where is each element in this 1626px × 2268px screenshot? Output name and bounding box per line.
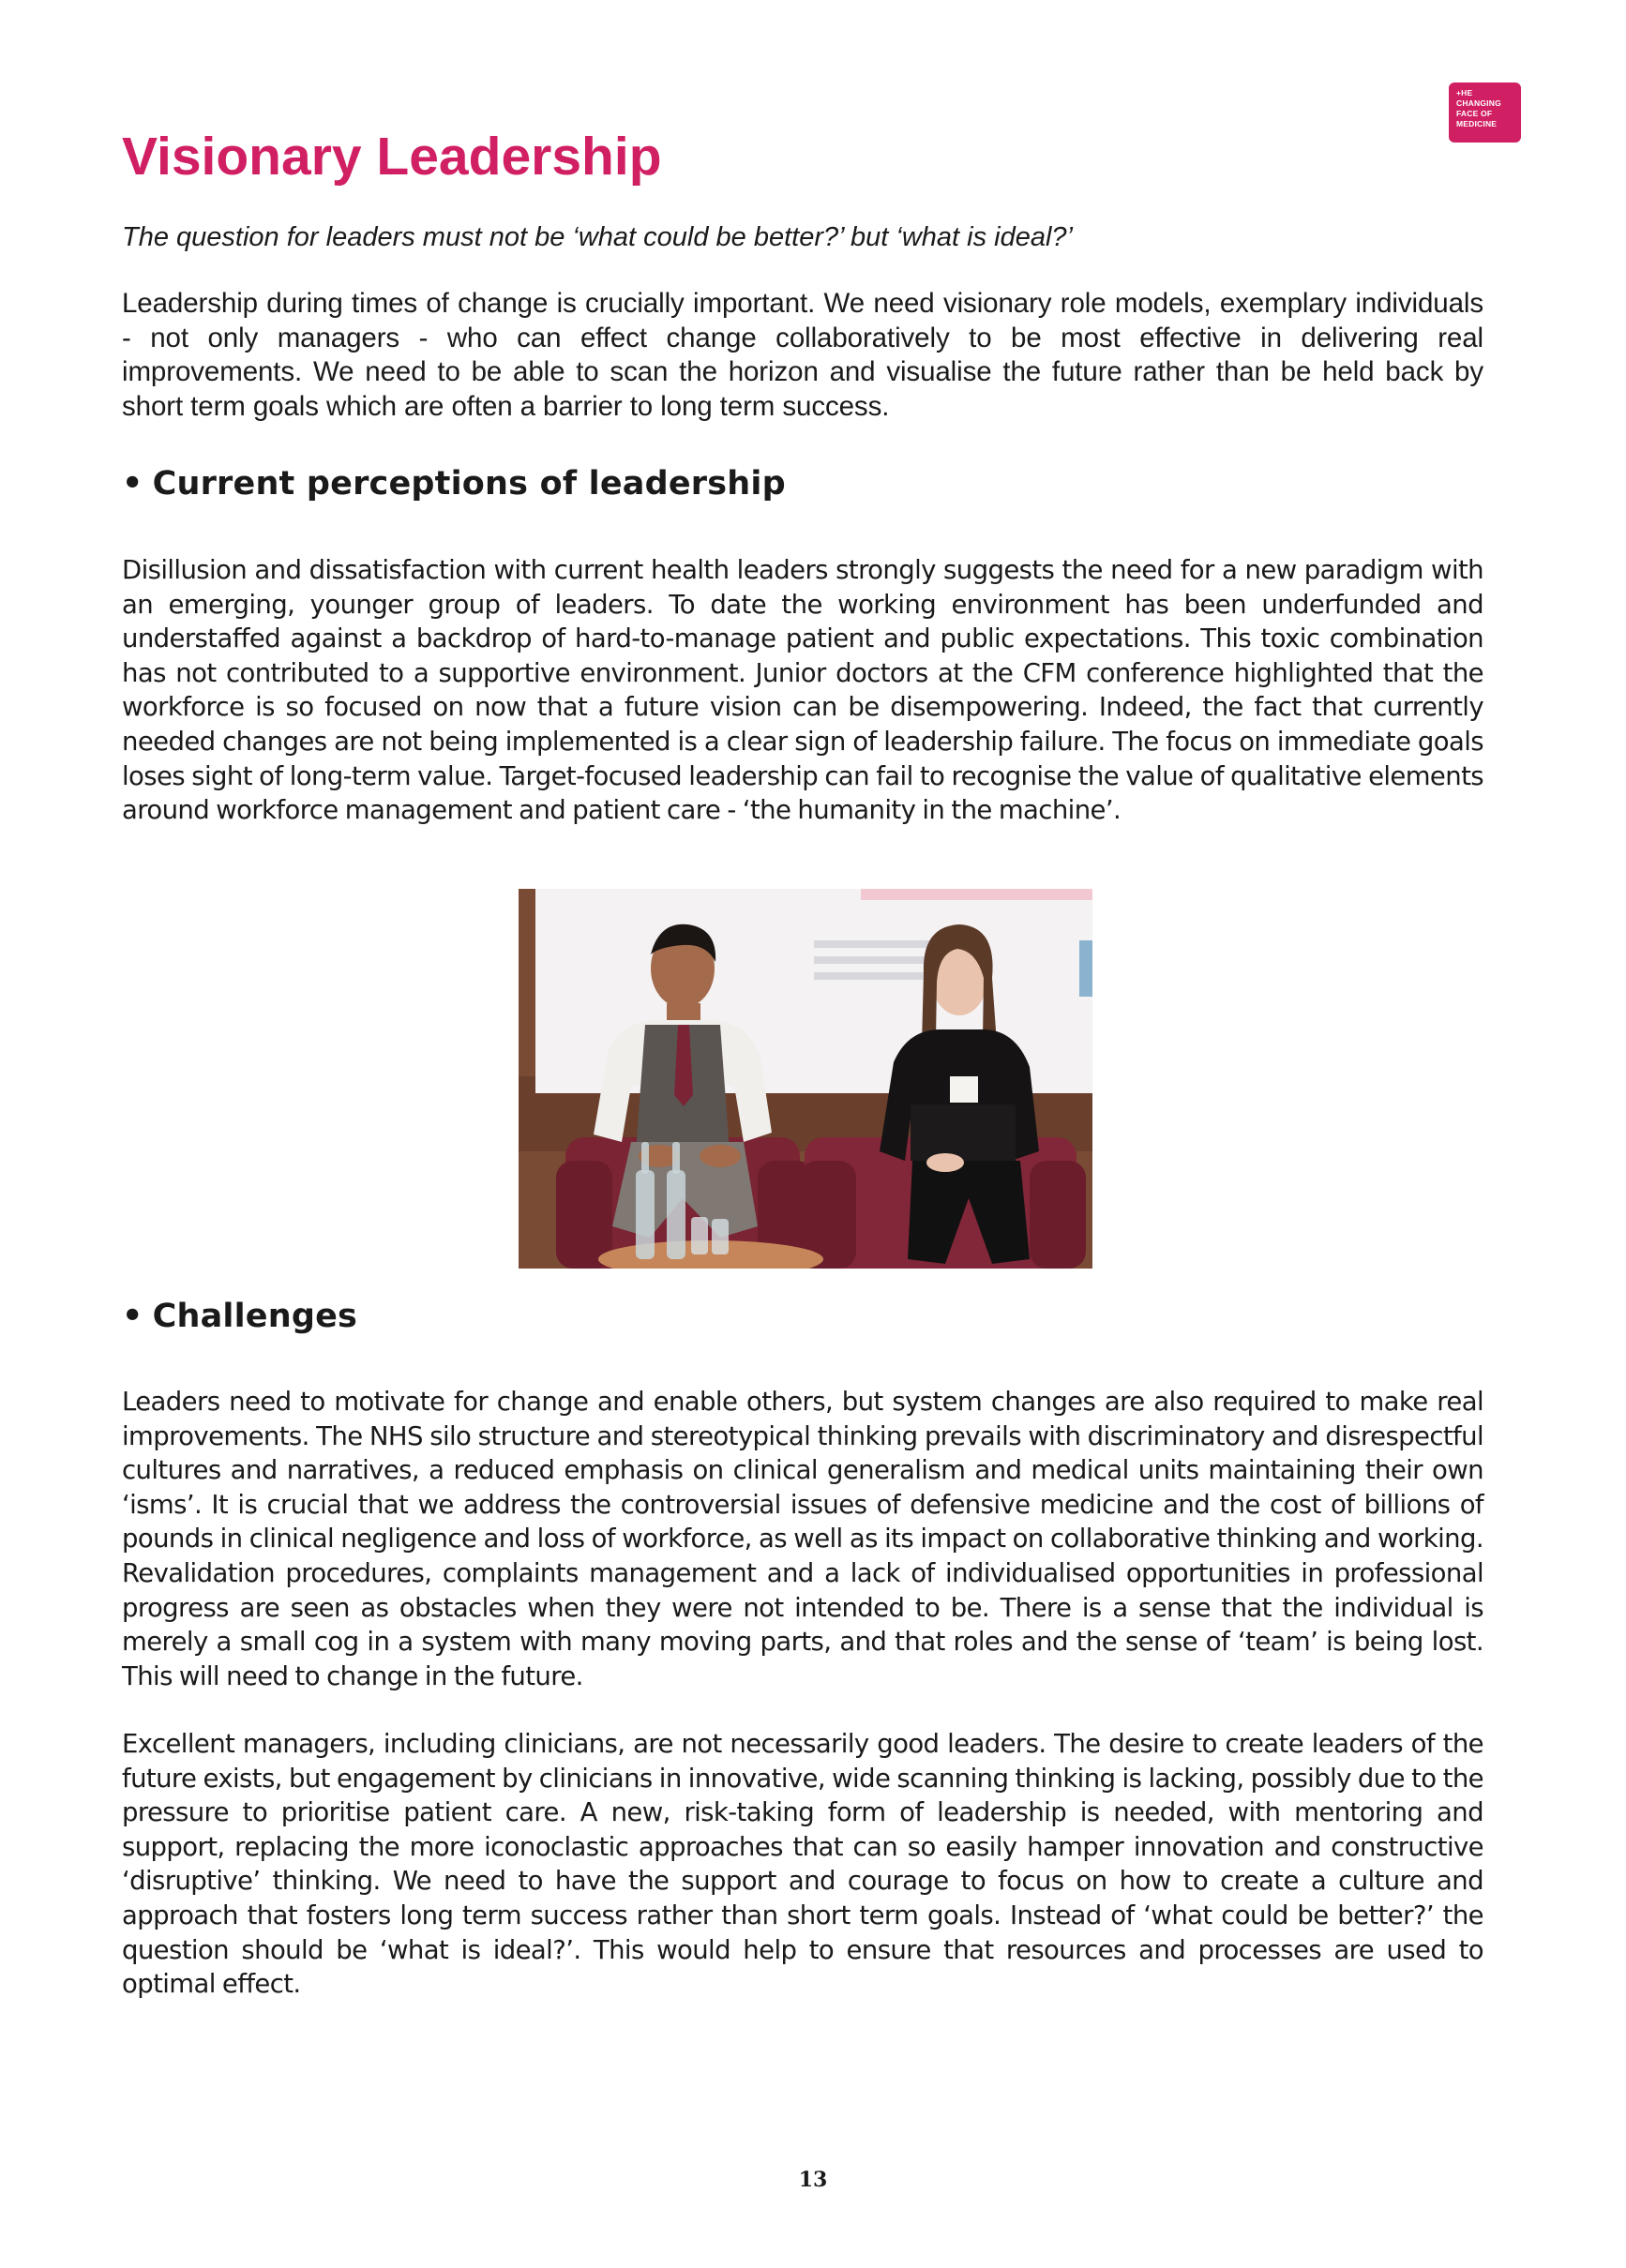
intro-paragraph: Leadership during times of change is crucially important. We need visionary role models, exemplary individuals - not only managers - who can effect change collaboratively to be most effective in delivering real improvements. We need to be able to scan the horizon and visualise the future rather than be held back by short term goals which are often a barrier to long term success. [122, 288, 1483, 422]
page-title: Visionary Leadership [122, 127, 662, 187]
logo-line: FACE OF [1456, 109, 1493, 118]
bullet-icon: • [122, 1298, 143, 1335]
section-heading-text: Current perceptions of leadership [152, 465, 786, 503]
challenges-paragraph-2: Excellent managers, including clinicians, are not necessarily good leaders. The desire to create leaders of the future exists, but engagement by clinicians in innovative, wide scanning thinking is lacking, possibly due to the pressure to prioritise patient care. A new, risk-taking form of leadership is needed, with mentoring and support, replacing the more iconoclastic approaches that can so easily hamper innovation and constructive ‘disruptive’ thinking. We need to have the support and courage to focus on how to create a culture and approach that fosters long term success rather than short term goals. Instead of ‘what could be better?’ the question should be ‘what is ideal?’. This would help to ensure that resources and processes are used to optimal effect. [122, 1729, 1483, 2000]
perceptions-paragraph: Disillusion and dissatisfaction with current health leaders strongly suggests the need for a new paradigm with an emerging, younger group of leaders. To date the working environment has been underfunded and understaffed against a backdrop of hard-to-manage patient and public expectations. This toxic combination has not contributed to a supportive environment. Junior doctors at the CFM conference highlighted that the workforce is so focused on now that a future vision can be disempowering. Indeed, the fact that currently needed changes are not being implemented is a clear sign of leadership failure. The focus on immediate goals loses sight of long-term value. Target-focused leadership can fail to recognise the value of qualitative elements around workforce management and patient care - ‘the humanity in the machine’. [122, 555, 1483, 826]
section-heading-challenges [122, 1296, 357, 1337]
section-heading-perceptions [122, 463, 786, 504]
logo-line: +HE [1456, 88, 1473, 98]
conference-panel-photo [519, 889, 1092, 1269]
page-number: 13 [798, 2168, 828, 2192]
logo-line: CHANGING [1456, 98, 1501, 108]
logo-line: MEDICINE [1456, 119, 1498, 128]
bullet-icon: • [122, 465, 143, 503]
changing-face-of-medicine-logo [1449, 83, 1521, 143]
section-heading-text: Challenges [152, 1298, 358, 1335]
challenges-paragraph-1: Leaders need to motivate for change and enable others, but system changes are also required to make real improvements. The NHS silo structure and stereotypical thinking prevails with discriminatory and disrespectful cultures and narratives, a reduced emphasis on clinical generalism and medical units maintaining their own ‘isms’. It is crucial that we address the controversial issues of defensive medicine and the cost of billions of pounds in clinical negligence and loss of workforce, as well as its impact on collaborative thinking and working. Revalidation procedures, complaints management and a lack of individualised opportunities in professional progress are seen as obstacles when they were not intended to be. There is a sense that the individual is merely a small cog in a system with many moving parts, and that roles and the sense of ‘team’ is being lost. This will need to change in the future. [122, 1387, 1483, 1691]
page-subtitle-quote: The question for leaders must not be ‘what could be better?’ but ‘what is ideal?’ [122, 222, 1073, 252]
